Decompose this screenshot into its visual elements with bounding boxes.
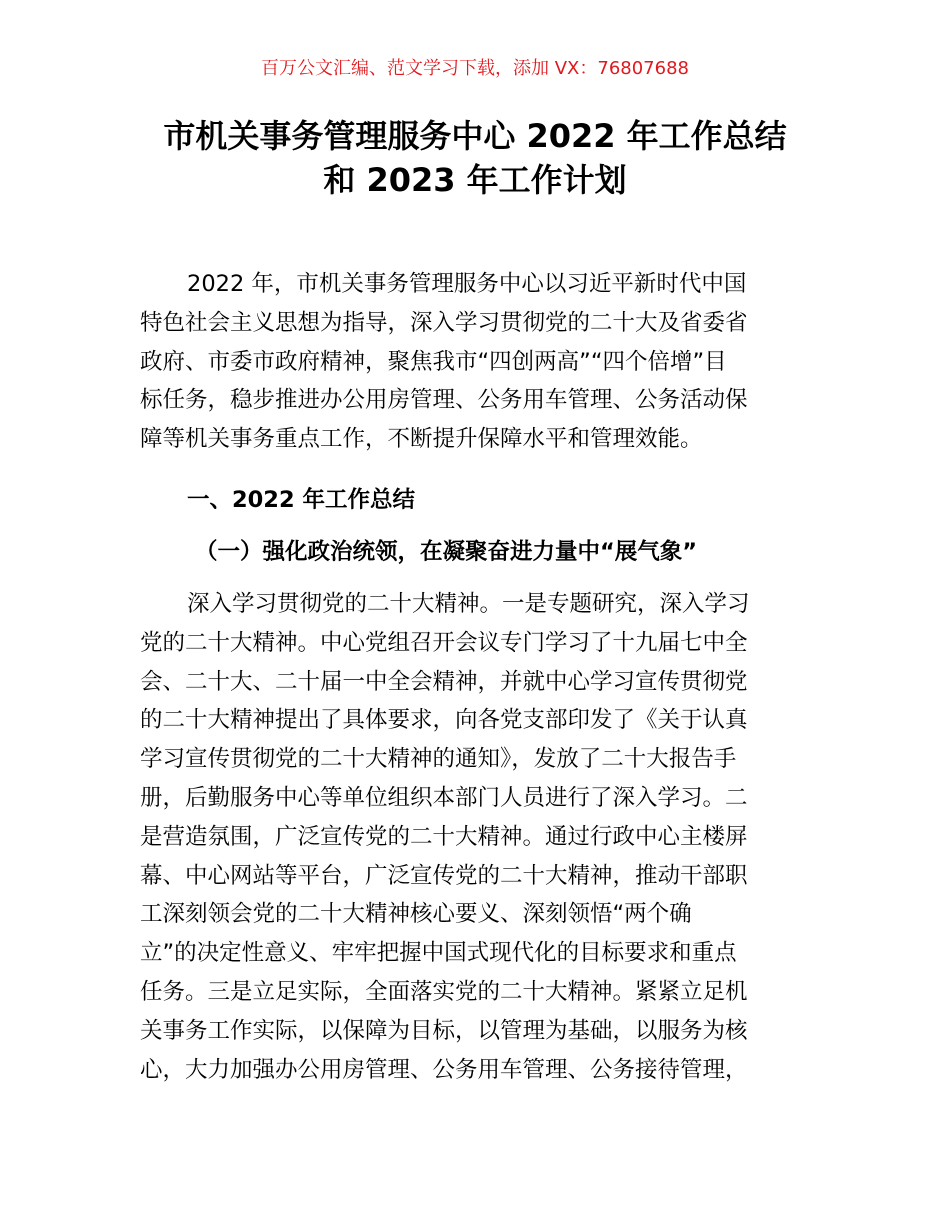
paragraph-line: 立”的决定性意义、牢牢把握中国式现代化的目标要求和重点 bbox=[140, 940, 737, 967]
paragraph-line: 心，大力加强办公用房管理、公务用车管理、公务接待管理， bbox=[140, 1056, 748, 1083]
watermark-banner: 百万公文汇编、范文学习下载，添加 VX：76807688 bbox=[261, 58, 689, 79]
intro-paragraph bbox=[140, 265, 820, 459]
paragraph-line: 党的二十大精神。中心党组召开会议专门学习了十九届七中全 bbox=[140, 629, 748, 656]
paragraph-line: 学习宣传贯彻党的二十大精神的通知》，发放了二十大报告手 bbox=[140, 746, 737, 773]
paragraph-line: 标任务，稳步推进办公用房管理、公务用车管理、公务活动保 bbox=[140, 387, 748, 414]
paragraph-line: 特色社会主义思想为指导，深入学习贯彻党的二十大及省委省 bbox=[140, 309, 748, 336]
title-line-1: 市机关事务管理服务中心 2022 年工作总结 bbox=[163, 117, 787, 155]
paragraph-line: 任务。三是立足实际，全面落实党的二十大精神。紧紧立足机 bbox=[140, 978, 748, 1005]
paragraph-line: 关事务工作实际，以保障为目标，以管理为基础，以服务为核 bbox=[140, 1017, 748, 1044]
paragraph-line: 2022 年，市机关事务管理服务中心以习近平新时代中国 bbox=[187, 271, 747, 297]
paragraph-line: 深入学习贯彻党的二十大精神。一是专题研究，深入学习 bbox=[187, 591, 750, 617]
document-title bbox=[0, 114, 950, 202]
paragraph-line: 会、二十大、二十届一中全会精神，并就中心学习宣传贯彻党 bbox=[140, 668, 748, 695]
body-paragraph bbox=[140, 585, 820, 1089]
paragraph-line: 册，后勤服务中心等单位组织本部门人员进行了深入学习。二 bbox=[140, 784, 748, 811]
title-line-2: 和 2023 年工作计划 bbox=[323, 161, 627, 199]
paragraph-line: 政府、市委市政府精神，聚焦我市“四创两高”“四个倍增”目 bbox=[140, 348, 727, 375]
subsection-heading: （一）强化政治统领，在凝聚奋进力量中“展气象” bbox=[195, 539, 698, 565]
section-heading: 一、2022 年工作总结 bbox=[187, 487, 415, 513]
paragraph-line: 工深刻领会党的二十大精神核心要义、深刻领悟“两个确 bbox=[140, 901, 692, 928]
paragraph-line: 的二十大精神提出了具体要求，向各党支部印发了《关于认真 bbox=[140, 707, 748, 734]
paragraph-line: 是营造氛围，广泛宣传党的二十大精神。通过行政中心主楼屏 bbox=[140, 823, 748, 850]
paragraph-line: 幕、中心网站等平台，广泛宣传党的二十大精神，推动干部职 bbox=[140, 862, 748, 889]
paragraph-line: 障等机关事务重点工作，不断提升保障水平和管理效能。 bbox=[140, 426, 703, 453]
